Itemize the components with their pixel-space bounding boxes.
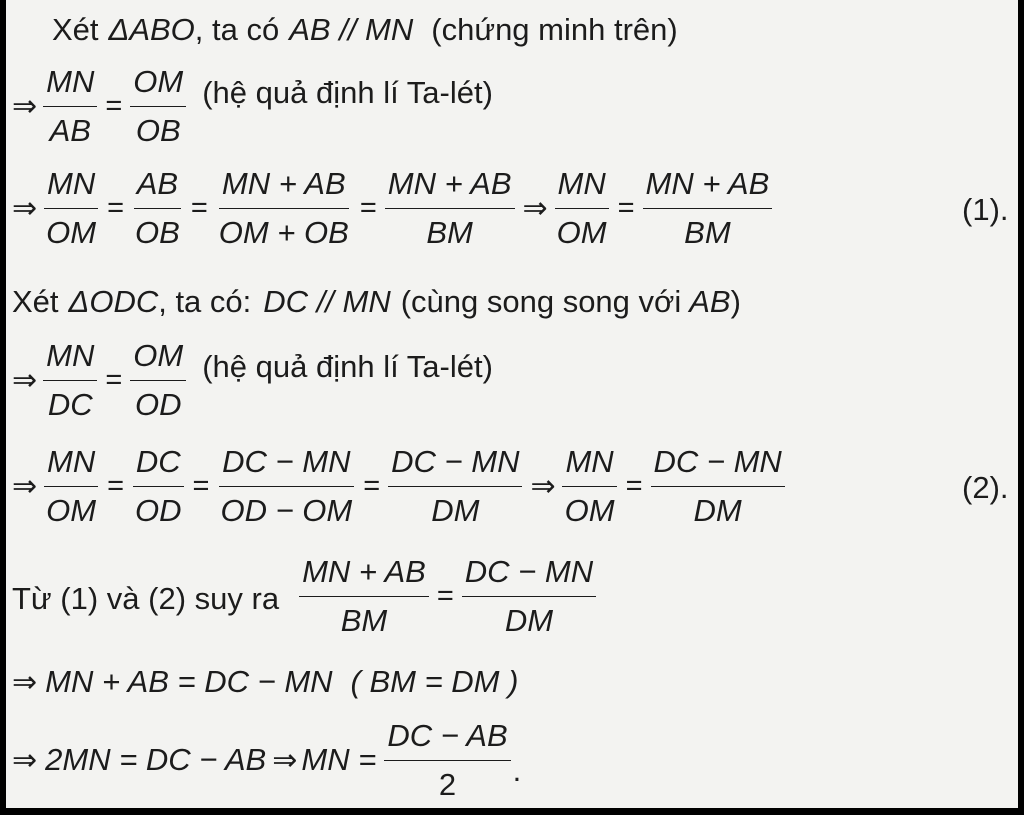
denominator: OB [135, 214, 180, 250]
parallel-ab-mn: AB // MN [289, 12, 414, 47]
fraction [132, 166, 183, 250]
equals-sign: = [105, 89, 123, 122]
fraction [216, 166, 352, 250]
equals-sign: = [107, 191, 125, 224]
numerator: MN + AB [385, 166, 515, 209]
numerator: DC − MN [388, 444, 522, 487]
close-paren: ) [730, 284, 741, 319]
denominator: OM [46, 492, 97, 528]
denominator: DM [504, 602, 554, 638]
proof-note: (chứng minh trên) [431, 12, 678, 47]
denominator: OM [556, 214, 607, 250]
line-1 [52, 10, 678, 50]
document-page [6, 0, 1018, 808]
segment-ab: AB [689, 284, 731, 319]
implies-symbol: ⇒ [12, 665, 38, 699]
equation-tag-2: (2). [962, 470, 1009, 505]
ta-co: , ta có [194, 12, 280, 47]
parallel-note: (cùng song song với [400, 284, 682, 319]
period: . [512, 753, 522, 788]
denominator: BM [684, 214, 731, 250]
fraction [217, 444, 355, 528]
fraction-final [384, 718, 510, 802]
equals-sign: = [363, 469, 381, 502]
equals-sign: = [625, 469, 643, 502]
fraction-mn-dc [43, 338, 97, 422]
fraction [554, 166, 610, 250]
denominator: OM [564, 492, 615, 528]
fraction [562, 444, 618, 528]
equals-sign: = [190, 191, 208, 224]
line-3 [12, 162, 774, 254]
numerator: DC − AB [384, 718, 510, 761]
equation: MN + AB = DC − MN [45, 664, 333, 699]
numerator: MN + AB [299, 554, 429, 597]
line-9 [12, 714, 521, 806]
equals-sign: = [617, 191, 635, 224]
equals-sign: = [105, 363, 123, 396]
fraction [388, 444, 522, 528]
fraction [299, 554, 429, 638]
numerator: MN [43, 338, 97, 381]
numerator: MN [43, 64, 97, 107]
fraction-mn-ab [43, 64, 97, 148]
denominator: OM + OB [218, 214, 349, 250]
numerator: DC − MN [651, 444, 785, 487]
xet-label: Xét [12, 284, 59, 319]
denominator: DM [431, 492, 480, 528]
numerator: MN + AB [219, 166, 349, 209]
fraction-om-ob [130, 64, 186, 148]
denominator: DM [693, 492, 742, 528]
numerator: MN + AB [643, 166, 773, 209]
equals-sign: = [107, 469, 125, 502]
implies-symbol: ⇒ [12, 363, 38, 397]
fraction [43, 166, 99, 250]
line-7 [12, 550, 598, 642]
implies-symbol: ⇒ [522, 191, 548, 225]
equals-sign: = [436, 579, 454, 612]
condition: ( BM = DM ) [350, 664, 519, 699]
numerator: MN [555, 166, 609, 209]
line-6 [12, 440, 787, 532]
denominator: OB [135, 112, 181, 148]
denominator: BM [340, 602, 388, 638]
denominator: OD [135, 492, 182, 528]
denominator: BM [426, 214, 473, 250]
numerator: MN [44, 444, 98, 487]
numerator: DC − MN [462, 554, 596, 597]
equation-tag-1: (1). [962, 192, 1009, 227]
numerator: MN [562, 444, 616, 487]
numerator: DC − MN [219, 444, 353, 487]
line-8 [12, 660, 518, 704]
equals-sign: = [359, 191, 377, 224]
fraction [43, 444, 99, 528]
numerator: AB [134, 166, 181, 209]
denominator: OD [135, 386, 182, 422]
implies-symbol: ⇒ [530, 469, 556, 503]
numerator: DC [133, 444, 184, 487]
denominator: AB [49, 112, 91, 148]
line-2 [12, 60, 493, 152]
thales-note: (hệ quả định lí Ta-lét) [202, 75, 493, 110]
fraction [643, 166, 773, 250]
fraction [385, 166, 515, 250]
ta-co: , ta có: [158, 284, 252, 319]
mn-equals: MN = [301, 742, 377, 777]
numerator: OM [130, 64, 186, 107]
triangle-abo: ΔABO [108, 12, 195, 47]
implies-symbol: ⇒ [12, 89, 38, 123]
implies-symbol: ⇒ [12, 469, 38, 503]
fraction-om-od [130, 338, 186, 422]
denominator: OD − OM [220, 492, 353, 528]
denominator: DC [47, 386, 93, 422]
fraction [132, 444, 185, 528]
triangle-odc: ΔODC [68, 284, 159, 319]
equation: 2MN = DC − AB [45, 742, 267, 777]
implies-symbol: ⇒ [12, 743, 38, 777]
line-4 [12, 282, 741, 322]
line-5 [12, 334, 493, 426]
conclusion-text: Từ (1) và (2) suy ra [12, 581, 280, 616]
denominator: 2 [438, 766, 457, 802]
fraction [462, 554, 596, 638]
xet-label: Xét [52, 12, 99, 47]
implies-symbol: ⇒ [272, 743, 298, 777]
thales-note: (hệ quả định lí Ta-lét) [202, 349, 493, 384]
parallel-dc-mn: DC // MN [263, 284, 391, 319]
numerator: MN [44, 166, 98, 209]
fraction [651, 444, 785, 528]
numerator: OM [130, 338, 186, 381]
implies-symbol: ⇒ [12, 191, 38, 225]
denominator: OM [46, 214, 97, 250]
equals-sign: = [192, 469, 210, 502]
